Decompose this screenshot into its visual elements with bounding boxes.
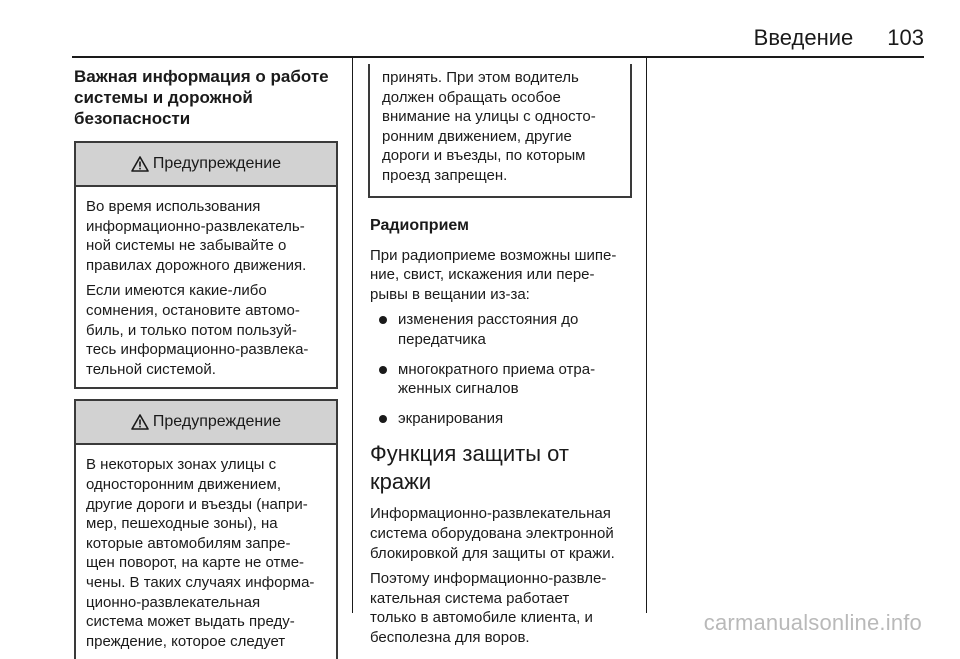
warning-header-2: [76, 401, 336, 445]
page-header: [754, 20, 924, 56]
radio-section-title: Радиоприем: [370, 216, 469, 234]
warning-title-1: Предупреждение: [152, 155, 282, 172]
warning-triangle-icon: [131, 414, 149, 430]
warning-title-2: Предупреждение: [152, 413, 282, 431]
column-1: [74, 56, 337, 659]
bullet-icon: [379, 415, 387, 423]
list-item: экранирования: [368, 409, 632, 429]
theft-paragraph-2: Поэтому информационно-развле- кательная система работает только в автомобиле клиента, и бесполезна для воров.: [370, 570, 607, 646]
header-title: Введение: [753, 25, 854, 50]
warning-box-1: [74, 141, 338, 389]
radio-bullet-list: [368, 310, 632, 428]
warning-body-1: [76, 187, 336, 387]
warning-header-1: [76, 143, 336, 187]
page-number: 103: [887, 25, 924, 50]
warning-1-paragraph-2: Если имеются какие-либо сомнения, остановите автомо- биль, и только потом пользуй- тесь информационно-развлека- тельной системой.: [86, 282, 309, 378]
column-2: [368, 56, 632, 653]
bullet-icon: [379, 316, 387, 324]
list-item: многократного приема отра- женных сигналов: [368, 360, 632, 399]
list-item: изменения расстояния до передатчика: [368, 310, 632, 349]
warning-box-2-continued: [368, 64, 632, 198]
warning-2-paragraph: В некоторых зонах улицы с односторонним движением, другие дороги и въезды (напри- мер, пешеходные зоны), на которые автомобилям запре- щен поворот, на карте не отме- чены. В таких случаях информа- ционно-развлекательная система может выдать преду- преждение, которое следует: [86, 456, 315, 650]
bullet-icon: [379, 366, 387, 374]
warning-2-continued-paragraph: принять. При этом водитель должен обращать особое внимание на улицы с односто- ронним движением, другие дороги и въезды, по которым проезд запрещен.: [382, 69, 596, 184]
column-divider-2: [646, 58, 647, 613]
section-title: Важная информация о работе системы и дорожной безопасности: [74, 67, 329, 128]
warning-body-2-continued: [370, 64, 630, 196]
warning-body-2: [76, 445, 336, 659]
warning-box-2: [74, 399, 338, 659]
warning-1-paragraph-1: Во время использования информационно-развлекатель- ной системы не забывайте о правилах дорожного движения.: [86, 198, 307, 274]
column-divider-1: [352, 58, 353, 613]
watermark: carmanualsonline.info: [703, 610, 922, 635]
warning-triangle-icon: [131, 156, 149, 172]
radio-intro: При радиоприеме возможны шипе- ние, свист, искажения или пере- рывы в вещании из-за:: [370, 246, 617, 303]
theft-section-title: Функция защиты от кражи: [370, 441, 569, 495]
theft-paragraph-1: Информационно-развлекательная система оборудована электронной блокировкой для защиты от кражи.: [370, 505, 615, 562]
